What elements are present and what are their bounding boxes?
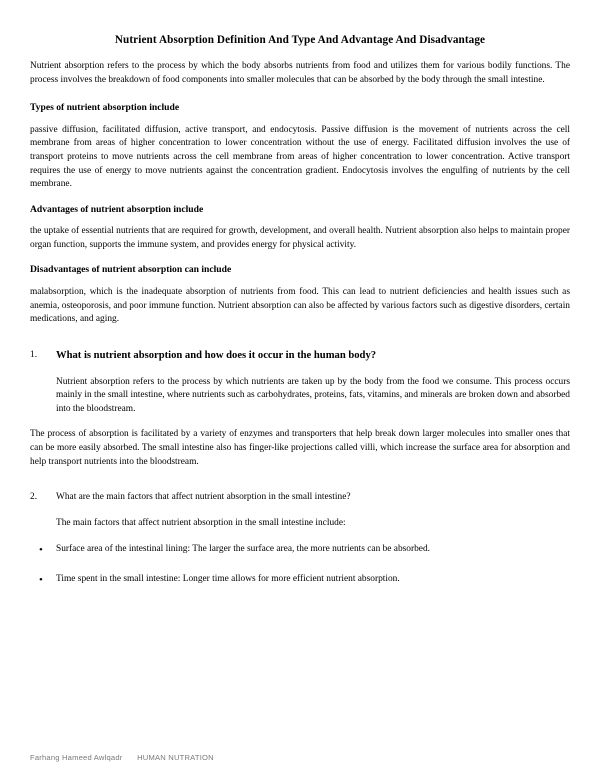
question-row-1 <box>30 349 570 364</box>
section-heading-advantages: Advantages of nutrient absorption include <box>30 203 204 215</box>
list-item <box>30 543 570 558</box>
bullet-icon: • <box>39 543 43 556</box>
section-body-disadvantages: malabsorption, which is the inadequate absorption of nutrients from food. This can lead to nutrient deficiencies and health issues such as anemia, osteoporosis, and poor immune function. Nutrient absorption can also be affected by various factors such as digestive disorders, certain medications, and aging. <box>30 286 570 325</box>
question-block-1 <box>30 349 570 470</box>
section-heading-disadvantages: Disadvantages of nutrient absorption can include <box>30 264 232 276</box>
question-text-1: What is nutrient absorption and how does it occur in the human body? <box>56 349 377 361</box>
question-number-1: 1. <box>30 349 38 360</box>
question-row-2 <box>30 491 570 505</box>
question-number-2: 2. <box>30 492 38 503</box>
page-footer <box>30 753 214 762</box>
page-title: Nutrient Absorption Definition And Type And Advantage And Disadvantage <box>114 34 486 46</box>
section-heading-types: Types of nutrient absorption include <box>30 102 180 114</box>
list-item <box>30 573 570 588</box>
footer-author: Farhang Hameed Awlqadr <box>30 753 123 762</box>
answer-paragraph-2a: The main factors that affect nutrient absorption in the small intestine include: <box>56 517 346 528</box>
question-block-2 <box>30 491 570 588</box>
answer-1a <box>56 376 570 417</box>
answer-paragraph-1a: Nutrient absorption refers to the process by which nutrients are taken up by the body from the food we consume. This process occurs mainly in the small intestine, where nutrients such as carbohydrates, proteins, fats, vitamins, and minerals are broken down and absorbed into the bloodstream. <box>56 376 570 414</box>
footer-course: HUMAN NUTRATION <box>137 753 214 762</box>
question-text-2: What are the main factors that affect nutrient absorption in the small intestine? <box>56 492 351 503</box>
bullet-list <box>30 543 570 589</box>
bullet-text-2: Time spent in the small intestine: Longer time allows for more efficient nutrient absorption. <box>56 574 400 585</box>
intro-paragraph: Nutrient absorption refers to the process by which the body absorbs nutrients from food and utilizes them for various bodily functions. The process involves the breakdown of food components into smaller molecules that can be absorbed by the body through the small intestine. <box>30 61 570 85</box>
answer-paragraph-1b: The process of absorption is facilitated by a variety of enzymes and transporters that help break down larger molecules into smaller ones that can be more easily absorbed. The small intestine also has finger-like projections called villi, which increase the surface area for absorption and help transport nutrients into the bloodstream. <box>30 429 570 467</box>
bullet-icon: • <box>39 574 43 587</box>
bullet-text-1: Surface area of the intestinal lining: The larger the surface area, the more nutrients can be absorbed. <box>56 543 430 554</box>
section-body-advantages: the uptake of essential nutrients that are required for growth, development, and overall health. Nutrient absorption also helps to maintain proper organ function, supports the immune system, and provides energy for physical activity. <box>30 226 570 250</box>
answer-2a <box>56 517 570 531</box>
answer-1b <box>30 428 570 469</box>
section-body-types: passive diffusion, facilitated diffusion, active transport, and endocytosis. Passive diffusion is the movement of nutrients across the cell membrane from areas of higher concentration to lower concentration without the use of energy. Facilitated diffusion involves the use of transport proteins to move nutrients across the cell membrane from areas of higher concentration to lower concentration. Active transport requires the use of energy to move nutrients against the concentration gradient. Endocytosis involves the engulfing of nutrients by the cell membrane. <box>30 124 570 190</box>
